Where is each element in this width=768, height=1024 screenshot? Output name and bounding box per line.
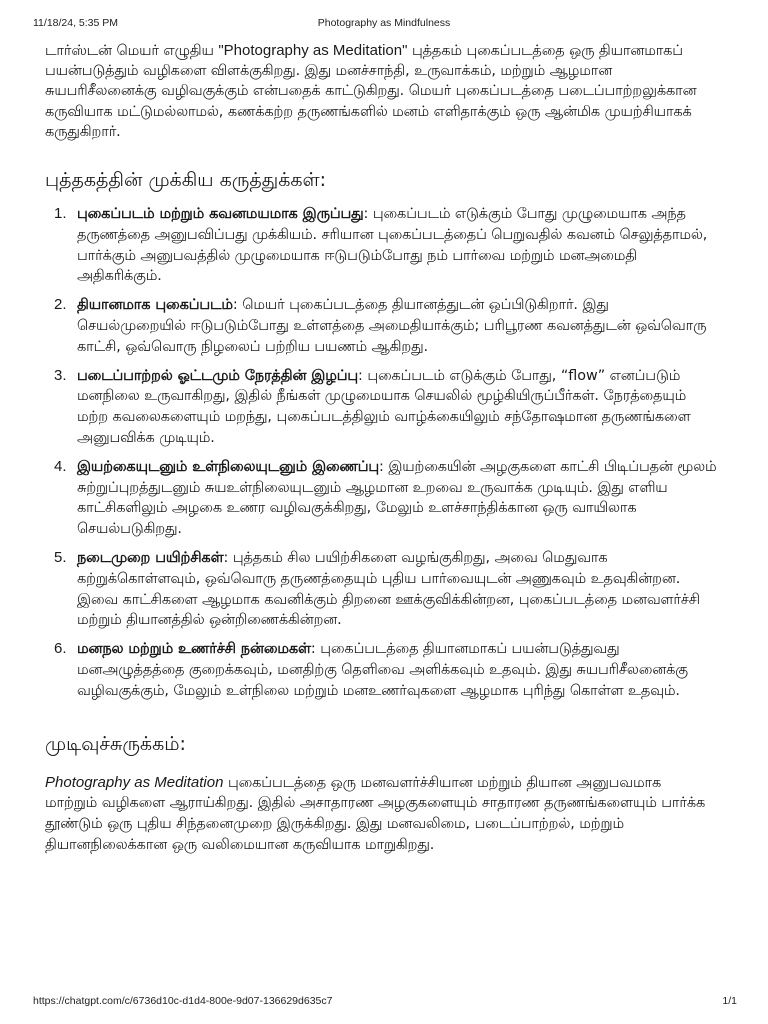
print-header (33, 17, 735, 31)
document-content (45, 41, 717, 856)
key-point-text: : புகைப்படம் எடுக்கும் போது, “flow” எனப்படும் மனநிலை உருவாகிறது, இதில் நீங்கள் முழுமையாக செயலில் மூழ்கியிருப்பீர்கள். நேரத்தையும் மற்ற கவலைகளையும் மறந்து, புகைப்படத்திலும் வாழ்க்கையிலும் சந்தோஷமான தருணங்களை அனுபவிக்க முடியும். (77, 367, 691, 446)
key-point-item (45, 457, 717, 540)
summary-text: புகைப்படத்தை ஒரு மனவளர்ச்சியான மற்றும் தியான அனுபவமாக மாற்றும் வழிகளை ஆராய்கிறது. இதில் அசாதாரண அழகுகளையும் சாதாரண தருணங்களையும் பார்க்க தூண்டும் ஒரு புதிய சிந்தனைமுறை இருக்கிறது. இது மனவலிமை, படைப்பாற்றல், மற்றும் தியானநிலைக்கான ஒரு வலிமையான கருவியாக மாறுகிறது. (45, 774, 706, 853)
print-footer (33, 995, 737, 1009)
key-point-text: : இயற்கையின் அழகுகளை காட்சி பிடிப்பதன் மூலம் சுற்றுப்புறத்துடனும் சுயஉள்நிலையுடனும் ஆழமான உறவை உருவாக்க முடியும். இது எளிய காட்சிகளிலும் அழகை உணர வழிவகுக்கிறது, மேலும் உளச்சாந்திக்கான ஒரு வாயிலாக செயல்படுகிறது. (77, 458, 717, 538)
summary-heading: முடிவுச்சுருக்கம்: (45, 732, 186, 755)
key-point-number: 1. (54, 205, 67, 223)
print-page-title: Photography as Mindfulness (317, 17, 451, 29)
key-point-item (45, 639, 717, 701)
print-footer-url: https://chatgpt.com/c/6736d10c-d1d4-800e-9d07-136629d635c7 (33, 995, 333, 1007)
summary-book-title: Photography as Meditation (45, 773, 224, 791)
summary-paragraph (45, 773, 717, 856)
key-point-title: நடைமுறை பயிற்சிகள் (77, 549, 224, 566)
key-points-heading: புத்தகத்தின் முக்கிய கருத்துக்கள்: (45, 169, 327, 192)
key-point-title: புகைப்படம் மற்றும் கவனமயமாக இருப்பது (77, 206, 364, 223)
print-datetime: 11/18/24, 5:35 PM (33, 17, 119, 29)
key-point-text: : புகைப்படம் எடுக்கும் போது முழுமையாக அந்த தருணத்தை அனுபவிப்பது முக்கியம். சரியான புகைப்படத்தைப் பெறுவதில் கவனம் செலுத்தாமல், பார்க்கும் அனுபவத்தில் முழுமையாக ஈடுபடும்போது நம் பார்வை மற்றும் மனஅமைதி அதிகரிக்கும். (77, 206, 708, 285)
key-point-title: படைப்பாற்றல் ஓட்டமும் நேரத்தின் இழப்பு (77, 367, 358, 384)
key-point-item (45, 295, 717, 357)
key-point-title: தியானமாக புகைப்படம் (77, 297, 233, 314)
intro-text-after: புத்தகம் புகைப்படத்தை ஒரு தியானமாகப் பயன்படுத்தும் வழிகளை விளக்குகிறது. இது மனச்சாந்தி, உருவாக்கம், மற்றும் ஆழமான சுயபரிசீலனைக்கு வழிவகுக்கும் என்பதைக் காட்டுகிறது. மெயர் புகைப்படத்தை படைப்பாற்றலுக்கான கருவியாக மட்டுமல்லாமல், கணக்கற்ற தருணங்களில் மனம் எளிதாக்கும் ஒரு ஆன்மிக முயற்சியாகக் கருதுகிறார். (45, 43, 697, 140)
key-point-number: 4. (54, 457, 67, 475)
key-point-text: : மெயர் புகைப்படத்தை தியானத்துடன் ஒப்பிடுகிறார். இது செயல்முறையில் ஈடுபடும்போது உள்ளத்தை அமைதியாக்கும்; பரிபூரண கவனத்துடன் ஒவ்வொரு காட்சி, ஒவ்வொரு நிழலைப் பற்றிய பயணம் ஆகிறது. (77, 297, 707, 355)
key-points-list (45, 204, 717, 702)
key-point-item (45, 366, 717, 449)
intro-paragraph (45, 41, 717, 142)
key-point-text: : புத்தகம் சில பயிற்சிகளை வழங்குகிறது, அவை மெதுவாக கற்றுக்கொள்ளவும், ஒவ்வொரு தருணத்தையும் புதிய பார்வையுடன் அணுகவும் உதவுகின்றன. இவை காட்சிகளை ஆழமாக கவனிக்கும் திறனை ஊக்குவிக்கின்றன, புகைப்படத்தை மனவளர்ச்சி மற்றும் தியானத்தில் ஒன்றிணைக்கின்றன. (77, 549, 700, 629)
key-point-number: 5. (54, 548, 67, 566)
print-page-number: 1/1 (722, 995, 737, 1007)
key-point-text: : புகைப்படத்தை தியானமாகப் பயன்படுத்துவது மனஅழுத்தத்தை குறைக்கவும், மனதிற்கு தெளிவை அளிக்கவும் உதவும். இது சுயபரிசீலனைக்கு வழிவகுக்கும், மேலும் உள்நிலை மற்றும் மனஉணர்வுகளை ஆழமாக புரிந்து கொள்ள உதவும். (77, 641, 688, 699)
key-point-number: 2. (54, 296, 67, 314)
intro-book-title: "Photography as Meditation" (218, 42, 408, 59)
key-point-title: இயற்கையுடனும் உள்நிலையுடனும் இணைப்பு (77, 458, 379, 475)
intro-text-before: டார்ஸ்டன் மெயர் எழுதிய (45, 43, 219, 59)
key-point-title: மனநல மற்றும் உணர்ச்சி நன்மைகள் (77, 641, 311, 658)
key-point-number: 6. (54, 640, 67, 658)
key-point-number: 3. (54, 366, 67, 384)
key-point-item (45, 204, 717, 287)
key-point-item (45, 548, 717, 631)
